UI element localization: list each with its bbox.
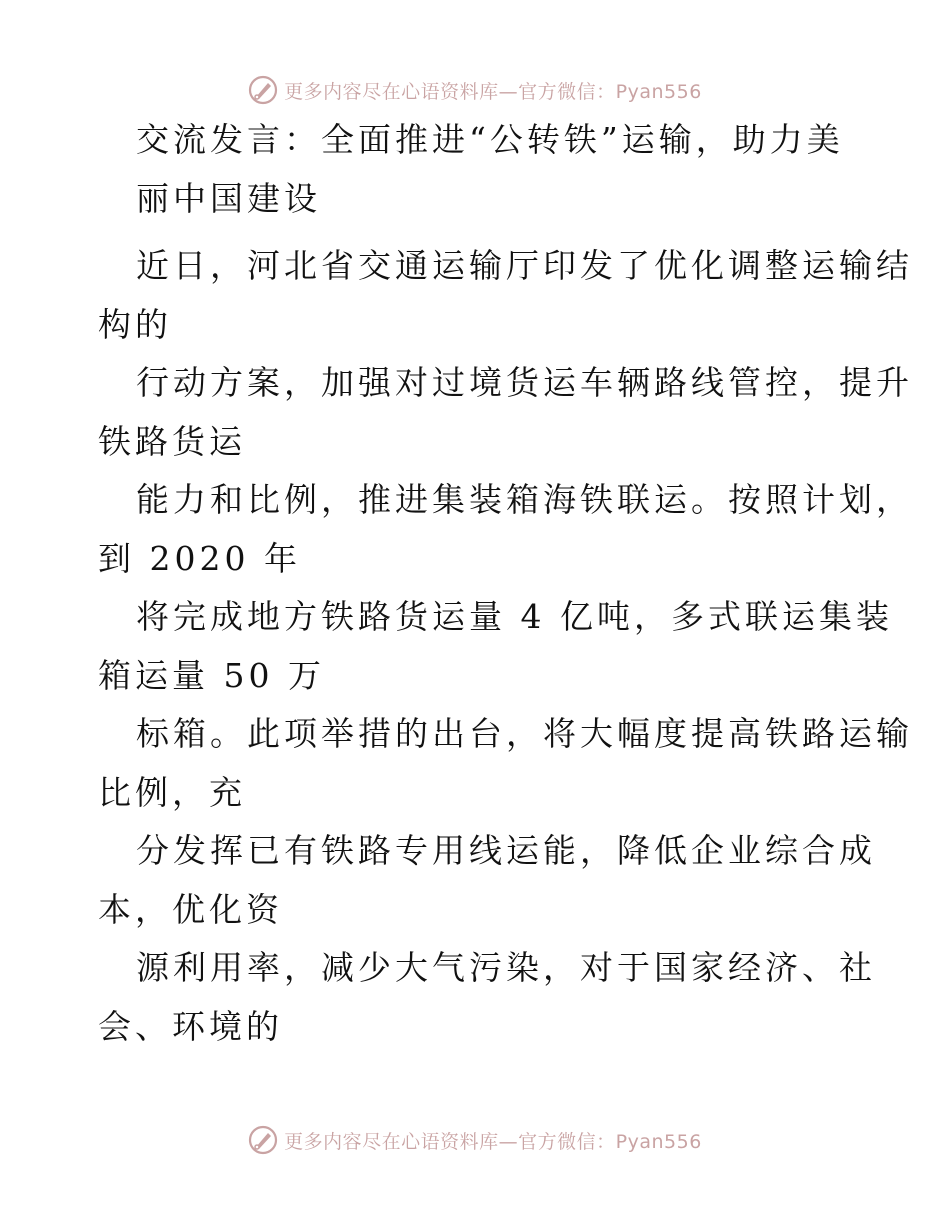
- header-watermark: [0, 70, 950, 110]
- watermark-text: 更多内容尽在心语资料库—官方微信：Pyan556: [284, 80, 702, 103]
- paragraph-line: 比例，充: [98, 773, 246, 812]
- footer-watermark: [0, 1120, 950, 1160]
- paragraph-line: 近日，河北省交通运输厅印发了优化调整运输结: [136, 246, 913, 285]
- paragraph-line: 构的: [98, 305, 172, 344]
- paragraph-line: 行动方案，加强对过境货运车辆路线管控，提升: [136, 363, 913, 402]
- paragraph-line: 能力和比例，推进集装箱海铁联运。按照计划，: [136, 480, 913, 519]
- paragraph-line: 到 2020 年: [98, 539, 301, 578]
- paragraph-line: 分发挥已有铁路专用线运能，降低企业综合成: [136, 831, 876, 870]
- paragraph-line: 交流发言：全面推进“公转铁”运输，助力美: [136, 120, 844, 159]
- paragraph-line: 丽中国建设: [136, 179, 321, 218]
- watermark-text: 更多内容尽在心语资料库—官方微信：Pyan556: [284, 1130, 702, 1153]
- paragraph-line: 会、环境的: [98, 1007, 283, 1046]
- pen-logo-icon: [248, 1125, 278, 1155]
- paragraph-line: 铁路货运: [98, 422, 246, 461]
- paragraph-line: 源利用率，减少大气污染，对于国家经济、社: [136, 948, 876, 987]
- pen-logo-icon: [248, 75, 278, 105]
- paragraph-line: 标箱。此项举措的出台，将大幅度提高铁路运输: [136, 714, 913, 753]
- paragraph-line: 将完成地方铁路货运量 4 亿吨，多式联运集装: [136, 597, 893, 636]
- paragraph-line: 箱运量 50 万: [98, 656, 325, 695]
- paragraph-line: 本，优化资: [98, 890, 283, 929]
